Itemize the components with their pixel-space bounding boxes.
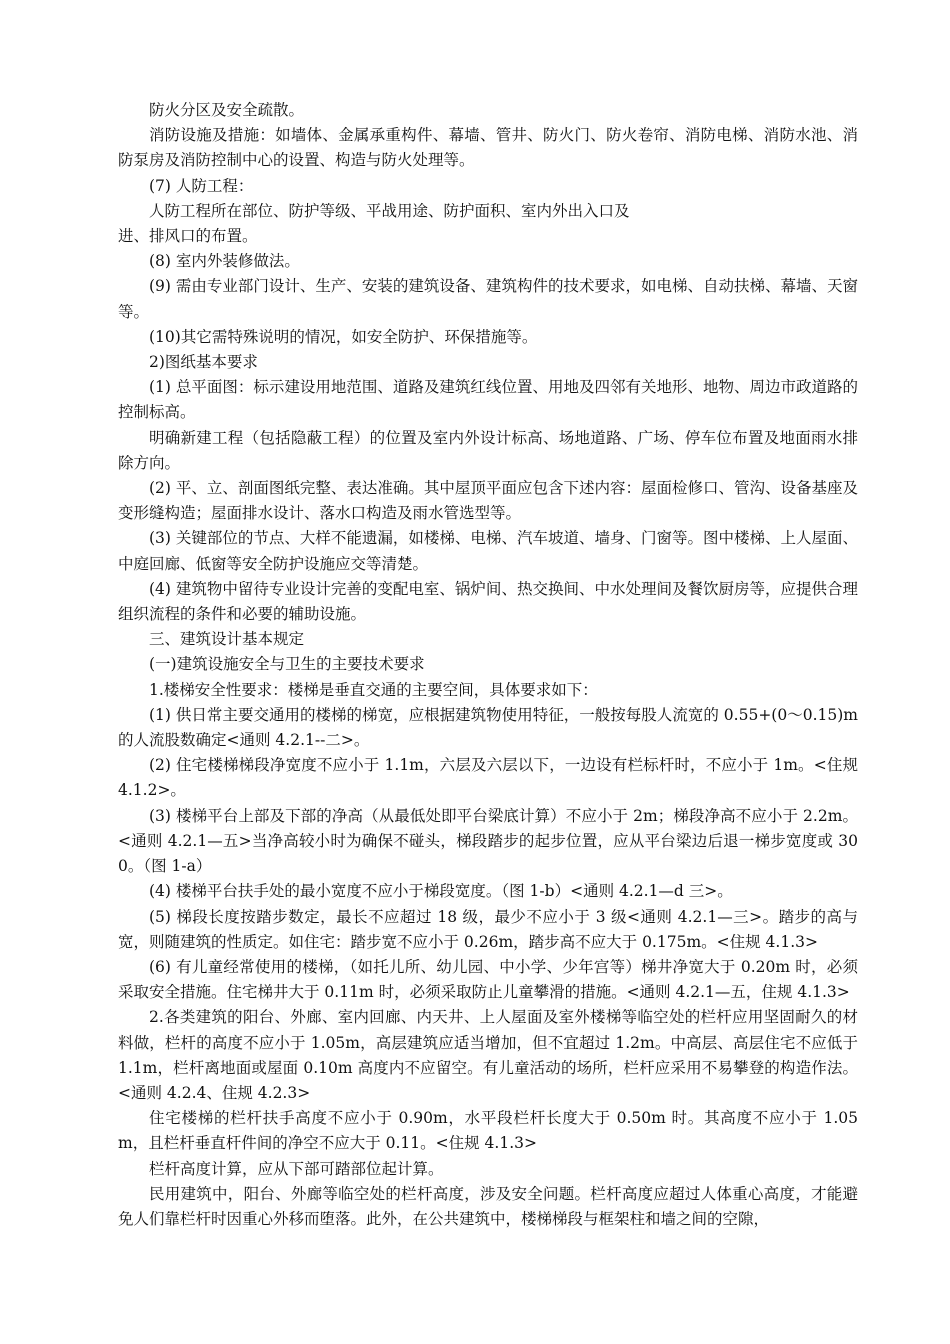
- paragraph: (9) 需由专业部门设计、生产、安装的建筑设备、建筑构件的技术要求，如电梯、自动扶梯、幕墙、天窗等。: [118, 277, 858, 321]
- paragraph: 栏杆高度计算，应从下部可踏部位起计算。: [149, 1159, 444, 1178]
- paragraph: (2) 平、立、剖面图纸完整、表达准确。其中屋顶平面应包含下述内容：屋面检修口、管沟、设备基座及变形缝构造；屋面排水设计、落水口构造及雨水管选型等。: [118, 479, 858, 523]
- paragraph: 进、排风口的布置。: [118, 227, 258, 246]
- paragraph: (1) 总平面图：标示建设用地范围、道路及建筑红线位置、用地及四邻有关地形、地物、周边市政道路的控制标高。: [118, 378, 858, 422]
- paragraph: (10)其它需特殊说明的情况，如安全防护、环保措施等。: [149, 327, 538, 346]
- paragraph: (6) 有儿童经常使用的楼梯，（如托儿所、幼儿园、中小学、少年宫等）梯井净宽大于 0.20m 时，必须采取安全措施。住宅梯井大于 0.11m 时，必须采取防止儿童攀滑的措施。<通则 4.2.1—五，住规 4.1.3>: [118, 957, 858, 1002]
- paragraph: 1.楼梯安全性要求：楼梯是垂直交通的主要空间，具体要求如下：: [149, 680, 598, 699]
- paragraph: 防火分区及安全疏散。: [149, 101, 305, 119]
- paragraph: (3) 楼梯平台上部及下部的净高（从最低处即平台梁底计算）不应小于 2m；梯段净高不应小于 2.2m。<通则 4.2.1—五>当净高较小时为确保不碰头，梯段踏步的起步位置，应从平台梁边后退一梯步宽度或 300。（图 1-a）: [118, 806, 858, 876]
- paragraph: (4) 建筑物中留待专业设计完善的变配电室、锅炉间、热交换间、中水处理间及餐饮厨房等，应提供合理组织流程的条件和必要的辅助设施。: [118, 579, 858, 624]
- paragraph: 明确新建工程（包括隐蔽工程）的位置及室内外设计标高、场地道路、广场、停车位布置及地面雨水排除方向。: [118, 428, 858, 472]
- section-heading: 三、建筑设计基本规定: [149, 630, 305, 649]
- section-heading: (一)建筑设施安全与卫生的主要技术要求: [149, 655, 425, 674]
- paragraph: (7) 人防工程：: [149, 176, 254, 195]
- paragraph: 民用建筑中，阳台、外廊等临空处的栏杆高度，涉及安全问题。栏杆高度应超过人体重心高度，才能避免人们靠栏杆时因重心外移而堕落。此外，在公共建筑中，楼梯梯段与框架柱和墙之间的空隙，: [118, 1184, 858, 1228]
- paragraph: (4) 楼梯平台扶手处的最小宽度不应小于梯段宽度。（图 1-b）<通则 4.2.1—d 三>。: [149, 882, 733, 901]
- paragraph: (5) 梯段长度按踏步数定，最长不应超过 18 级，最少不应小于 3 级<通则 4.2.1—三>。踏步的高与宽，则随建筑的性质定。如住宅：踏步宽不应小于 0.26m，踏步高不应大于 0.175m。<住规 4.1.3>: [118, 907, 858, 951]
- document-body: [118, 98, 863, 1232]
- section-heading: 2)图纸基本要求: [149, 353, 258, 372]
- paragraph: (1) 供日常主要交通用的楼梯的梯宽，应根据建筑物使用特征，一般按每股人流宽的 0.55+(0～0.15)m 的人流股数确定<通则 4.2.1--二>。: [118, 705, 863, 750]
- paragraph: (3) 关键部位的节点、大样不能遗漏，如楼梯、电梯、汽车坡道、墙身、门窗等。图中楼梯、上人屋面、中庭回廊、低窗等安全防护设施应交等清楚。: [118, 529, 858, 573]
- paragraph: 消防设施及措施：如墙体、金属承重构件、幕墙、管井、防火门、防火卷帘、消防电梯、消防水池、消防泵房及消防控制中心的设置、构造与防火处理等。: [118, 126, 858, 170]
- paragraph: (2) 住宅楼梯梯段净宽度不应小于 1.1m，六层及六层以下，一边设有栏标杆时，不应小于 1m。<住规 4.1.2>。: [118, 756, 863, 800]
- paragraph: (8) 室内外装修做法。: [149, 252, 300, 271]
- paragraph: 2.各类建筑的阳台、外廊、室内回廊、内天井、上人屋面及室外楼梯等临空处的栏杆应用坚固耐久的材料做，栏杆的高度不应小于 1.05m，高层建筑应适当增加，但不宜超过 1.2m。中高层、高层住宅不应低于 1.1m，栏杆离地面或屋面 0.10m 高度内不应留空。有儿童活动的场所，栏杆应采用不易攀登的构造作法。<通则 4.2.4、住规 4.2.3>: [118, 1008, 863, 1102]
- paragraph: 住宅楼梯的栏杆扶手高度不应小于 0.90m，水平段栏杆长度大于 0.50m 时。其高度不应小于 1.05m，且栏杆垂直杆件间的净空不应大于 0.11。<住规 4.1.3>: [118, 1109, 858, 1153]
- paragraph: 人防工程所在部位、防护等级、平战用途、防护面积、室内外出入口及: [149, 201, 630, 220]
